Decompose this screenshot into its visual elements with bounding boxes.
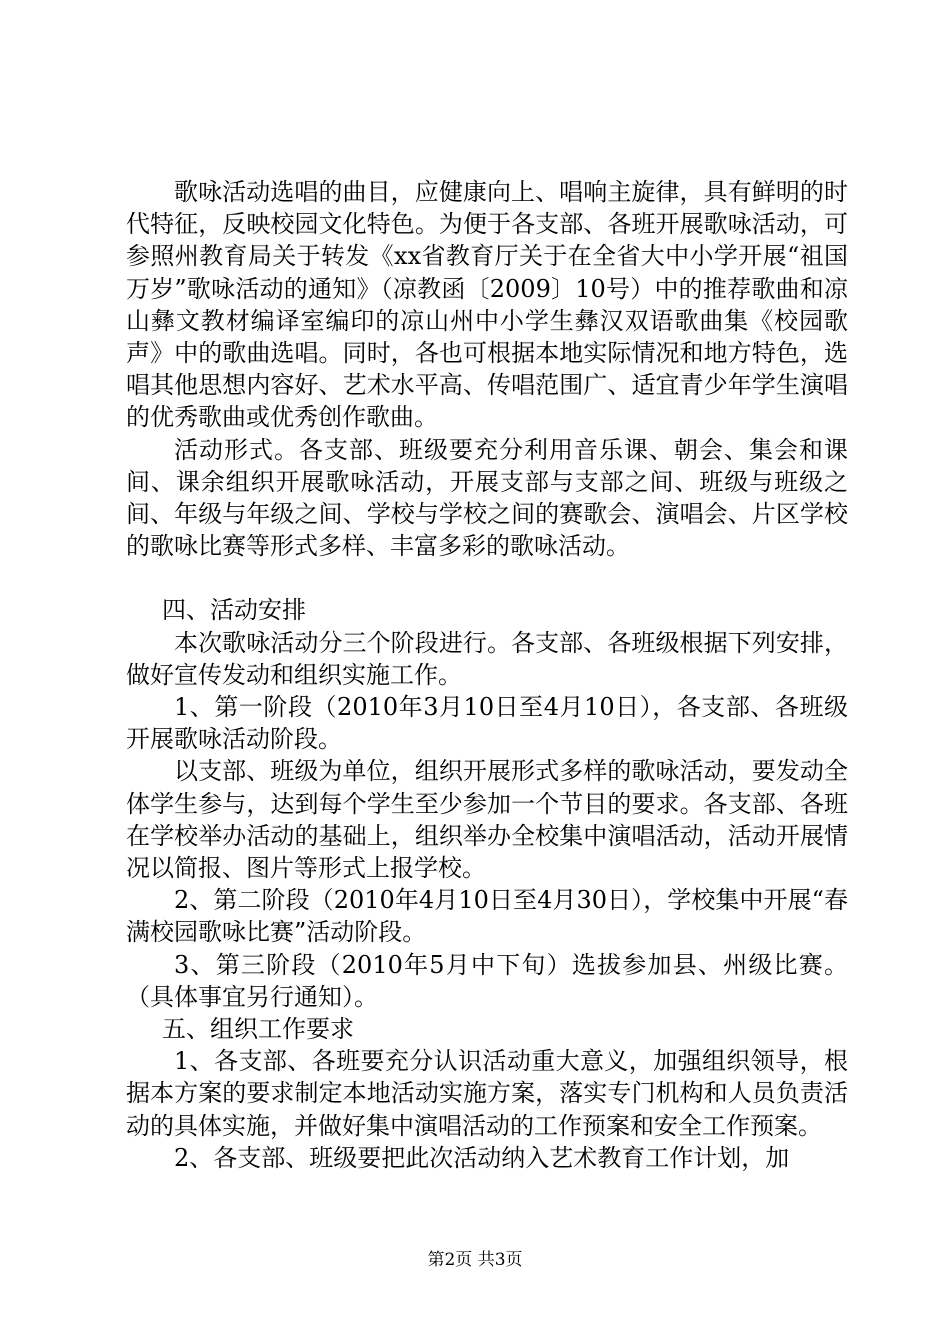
document-body (126, 176, 848, 1174)
paragraph-stage-three: 3、第三阶段（2010年5月中下旬）选拔参加县、州级比赛。（具体事宜另行通知）。 (126, 950, 848, 1011)
paragraph-requirement-two: 2、各支部、班级要把此次活动纳入艺术教育工作计划，加 (174, 1143, 790, 1172)
paragraph-requirement-one: 1、各支部、各班要充分认识活动重大意义，加强组织领导，根据本方案的要求制定本地活动实施方案，落实专门机构和人员负责活动的具体实施，并做好集中演唱活动的工作预案和安全工作预案。 (126, 1047, 848, 1140)
paragraph-activity-form: 活动形式。各支部、班级要充分利用音乐课、朝会、集会和课间、课余组织开展歌咏活动，开展支部与支部之间、班级与班级之间、年级与年级之间、学校与学校之间的赛歌会、演唱会、片区学校的歌咏比赛等形式多样、丰富多彩的歌咏活动。 (126, 435, 848, 561)
paragraph-song-selection: 歌咏活动选唱的曲目，应健康向上、唱响主旋律，具有鲜明的时代特征，反映校园文化特色。为便于各支部、各班开展歌咏活动，可参照州教育局关于转发《xx省教育厅关于在全省大中小学开展“祖国万岁”歌咏活动的通知》（凉教函〔2009〕10号）中的推荐歌曲和凉山彝文教材编译室编印的凉山州中小学生彝汉双语歌曲集《校园歌声》中的歌曲选唱。同时，各也可根据本地实际情况和地方特色，选唱其他思想内容好、艺术水平高、传唱范围广、适宜青少年学生演唱的优秀歌曲或优秀创作歌曲。 (126, 178, 848, 432)
paragraph-stage-one: 1、第一阶段（2010年3月10日至4月10日），各支部、各班级开展歌咏活动阶段。 (126, 693, 848, 754)
paragraph-stage-two: 2、第二阶段（2010年4月10日至4月30日），学校集中开展“春满校园歌咏比赛”活动阶段。 (126, 886, 848, 947)
paragraph-stage-one-detail: 以支部、班级为单位，组织开展形式多样的歌咏活动，要发动全体学生参与，达到每个学生至少参加一个节目的要求。各支部、各班在学校举办活动的基础上，组织举办全校集中演唱活动，活动开展情况以简报、图片等形式上报学校。 (126, 757, 848, 883)
section-heading-activity-schedule: 四、活动安排 (162, 596, 306, 625)
page-number-footer: 第2页 共3页 (427, 1250, 523, 1270)
paragraph-schedule-intro: 本次歌咏活动分三个阶段进行。各支部、各班级根据下列安排，做好宣传发动和组织实施工作。 (126, 628, 848, 689)
section-heading-organization-requirements: 五、组织工作要求 (162, 1015, 354, 1044)
paragraph-spacer (126, 562, 848, 594)
